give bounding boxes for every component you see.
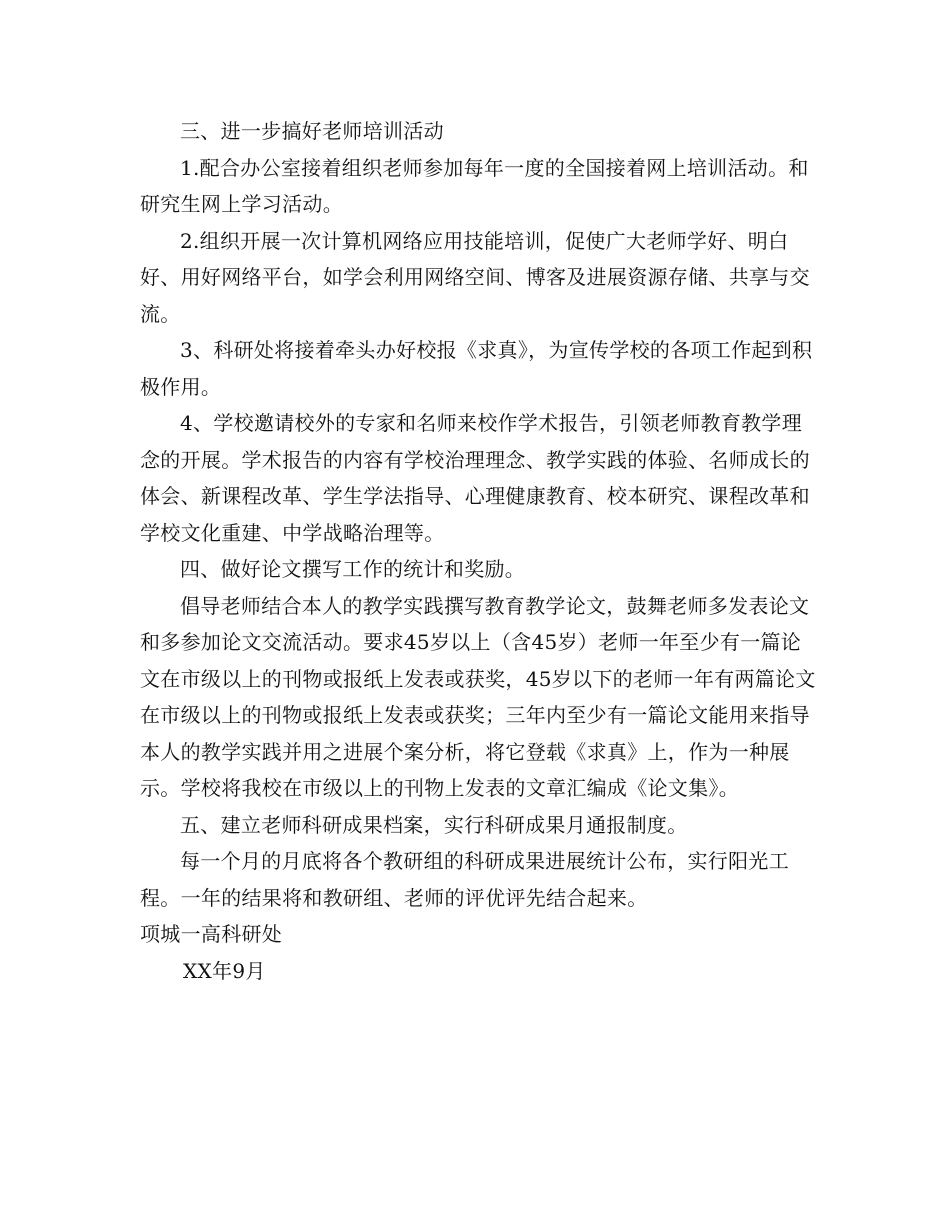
section-heading-paper-writing: 四、做好论文撰写工作的统计和奖励。 [180, 557, 526, 581]
paragraph-monthly-report: 每一个月的月底将各个教研组的科研成果进展统计公布，实行阳光工程。一年的结果将和教研组、老师的评优评先结合起来。 [140, 849, 789, 910]
paragraph-academic-reports: 4、学校邀请校外的专家和名师来校作学术报告，引领老师教育教学理念的开展。学术报告的内容有学校治理理念、教学实践的体验、名师成长的体会、新课程改革、学生学法指导、心理健康教育、校本研究、课程改革和学校文化重建、中学战略治理等。 [140, 411, 810, 545]
paragraph-online-training: 1.配合办公室接着组织老师参加每年一度的全国接着网上培训活动。和研究生网上学习活动。 [140, 155, 809, 216]
paragraph-paper-requirements: 倡导老师结合本人的教学实践撰写教育教学论文，鼓舞老师多发表论文和多参加论文交流活动。要求45岁以上（含45岁）老师一年至少有一篇论文在市级以上的刊物或报纸上发表或获奖，45岁以下的老师一年有两篇论文在市级以上的刊物或报纸上发表或获奖；三年内至少有一篇论文能用来指导本人的教学实践并用之进展个案分析，将它登载《求真》上，作为一种展示。学校将我校在市级以上的刊物上发表的文章汇编成《论文集》。 [140, 593, 816, 800]
date-line: XX年9月 [183, 958, 266, 983]
section-heading-teacher-training: 三、进一步搞好老师培训活动 [180, 119, 444, 143]
document-body [140, 113, 820, 989]
paragraph-network-skills: 2.组织开展一次计算机网络应用技能培训，促使广大老师学好、明白好、用好网络平台，如学会利用网络空间、博客及进展资源存储、共享与交流。 [140, 228, 810, 326]
signature-line: 项城一高科研处 [140, 922, 283, 946]
section-heading-research-archive: 五、建立老师科研成果档案，实行科研成果月通报制度。 [180, 812, 688, 837]
paragraph-school-newspaper: 3、科研处将接着牵头办好校报《求真》，为宣传学校的各项工作起到积极作用。 [140, 338, 813, 399]
